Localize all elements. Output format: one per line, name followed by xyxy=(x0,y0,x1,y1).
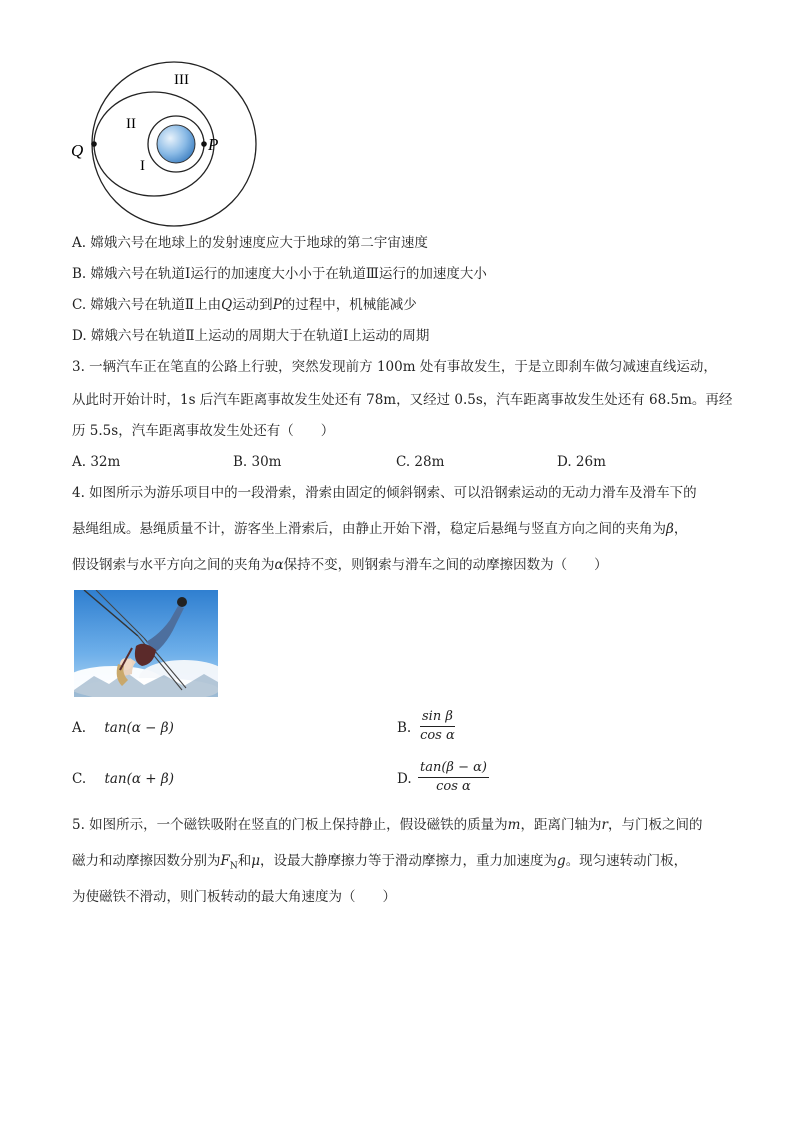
q4-stem-line-3 xyxy=(72,555,608,575)
q5-g-symbol: g xyxy=(557,853,566,869)
label-orbit-3: III xyxy=(174,72,189,88)
q3-option-a[interactable]: A. 32m xyxy=(72,454,121,470)
q4-option-c-label: C. xyxy=(72,771,87,787)
q5-line-1-pre: 5. 如图所示，一个磁铁吸附在竖直的门板上保持静止，假设磁铁的质量为 xyxy=(72,817,508,833)
q5-line-2-pre: 磁力和动摩擦因数分别为 xyxy=(72,853,221,869)
earth xyxy=(157,125,195,163)
q2-option-c[interactable] xyxy=(72,295,417,315)
point-q-dot xyxy=(91,141,97,147)
q3-option-b[interactable]: B. 30m xyxy=(233,454,282,470)
q4-stem-line-1: 4. 如图所示为游乐项目中的一段滑索，滑索由固定的倾斜钢索、可以沿钢索运动的无动力滑车及滑车下的 xyxy=(72,485,697,501)
label-orbit-2: II xyxy=(126,116,136,132)
label-q: Q xyxy=(71,141,84,160)
q2-option-b[interactable]: B. 嫦娥六号在轨道Ⅰ运行的加速度大小小于在轨道Ⅲ运行的加速度大小 xyxy=(72,266,487,282)
q2-option-c-text-post: 的过程中，机械能减少 xyxy=(281,297,417,313)
q3-option-c[interactable]: C. 28m xyxy=(396,454,445,470)
q4-alpha: α xyxy=(274,557,284,573)
q5-line-2-mid: 和 xyxy=(237,853,252,869)
q4-option-d-label[interactable]: D. xyxy=(397,771,412,787)
q4-option-b-fraction xyxy=(420,708,455,745)
q4-option-a[interactable] xyxy=(72,718,174,738)
point-p-dot xyxy=(201,141,207,147)
q2-option-c-p: P xyxy=(272,297,282,313)
q3-stem-line-1: 3. 一辆汽车正在笔直的公路上行驶，突然发现前方 100m 处有事故发生，于是立即刹车做匀减速直线运动， xyxy=(72,359,717,375)
q4-option-b-numerator: sin β xyxy=(420,708,455,727)
q5-force-symbol: F xyxy=(220,853,230,869)
q4-option-c[interactable] xyxy=(72,769,174,789)
q5-force-subscript: N xyxy=(229,861,238,872)
q4-stem-line-2-text: 悬绳组成。悬绳质量不计，游客坐上滑索后，由静止开始下滑，稳定后悬绳与竖直方向之间的夹角为 xyxy=(72,521,666,537)
q5-mass-symbol: m xyxy=(507,817,521,833)
q2-option-c-q: Q xyxy=(221,297,233,313)
q2-option-c-text-pre: C. 嫦娥六号在轨道Ⅱ上由 xyxy=(72,297,222,313)
q2-option-c-text-mid: 运动到 xyxy=(232,297,273,313)
q5-mu-symbol: μ xyxy=(251,853,261,869)
q4-stem-line-2-end: ， xyxy=(673,521,688,537)
orbit-diagram xyxy=(70,58,270,230)
q4-stem-line-3-pre: 假设钢索与水平方向之间的夹角为 xyxy=(72,557,275,573)
q4-option-a-label: A. xyxy=(72,720,87,736)
q5-stem-line-1 xyxy=(72,815,702,835)
q5-line-1-post: ，与门板之间的 xyxy=(607,817,703,833)
q4-option-d-numerator: tan(β − α) xyxy=(418,759,489,778)
q4-option-a-expr: tan(α − β) xyxy=(104,720,174,736)
q4-option-d-fraction xyxy=(418,759,489,796)
q5-stem-line-2 xyxy=(72,851,687,877)
q4-option-c-expr: tan(α + β) xyxy=(104,771,174,787)
q4-stem-line-3-post: 保持不变，则钢索与滑车之间的动摩擦因数为（ ） xyxy=(283,557,608,573)
q2-option-d[interactable]: D. 嫦娥六号在轨道Ⅱ上运动的周期大于在轨道Ⅰ上运动的周期 xyxy=(72,328,430,344)
q4-stem-line-2 xyxy=(72,519,687,539)
q5-line-1-mid: ，距离门轴为 xyxy=(520,817,602,833)
q2-option-a[interactable]: A. 嫦娥六号在地球上的发射速度应大于地球的第二宇宙速度 xyxy=(72,235,428,251)
q4-beta: β xyxy=(666,521,674,537)
label-p: P xyxy=(208,135,219,154)
label-orbit-1: I xyxy=(140,158,145,174)
zipline-photo xyxy=(74,590,218,697)
q3-option-d[interactable]: D. 26m xyxy=(557,454,606,470)
orbit-2 xyxy=(94,92,214,196)
q3-stem-line-2: 从此时开始计时，1s 后汽车距离事故发生处还有 78m，又经过 0.5s，汽车距离事故发生处还有 68.5m。再经 xyxy=(72,392,733,408)
q5-stem-line-3: 为使磁铁不滑动，则门板转动的最大角速度为（ ） xyxy=(72,889,396,905)
q4-option-b-denominator: cos α xyxy=(420,728,455,743)
q3-stem-line-3: 历 5.5s，汽车距离事故发生处还有（ ） xyxy=(72,423,335,439)
q4-option-b-label[interactable]: B. xyxy=(397,720,412,736)
q5-line-2-post: 。现匀速转动门板， xyxy=(565,853,688,869)
q5-line-2-mid2: ，设最大静摩擦力等于滑动摩擦力，重力加速度为 xyxy=(260,853,558,869)
q4-option-d-denominator: cos α xyxy=(436,779,471,794)
q5-radius-symbol: r xyxy=(601,817,608,833)
